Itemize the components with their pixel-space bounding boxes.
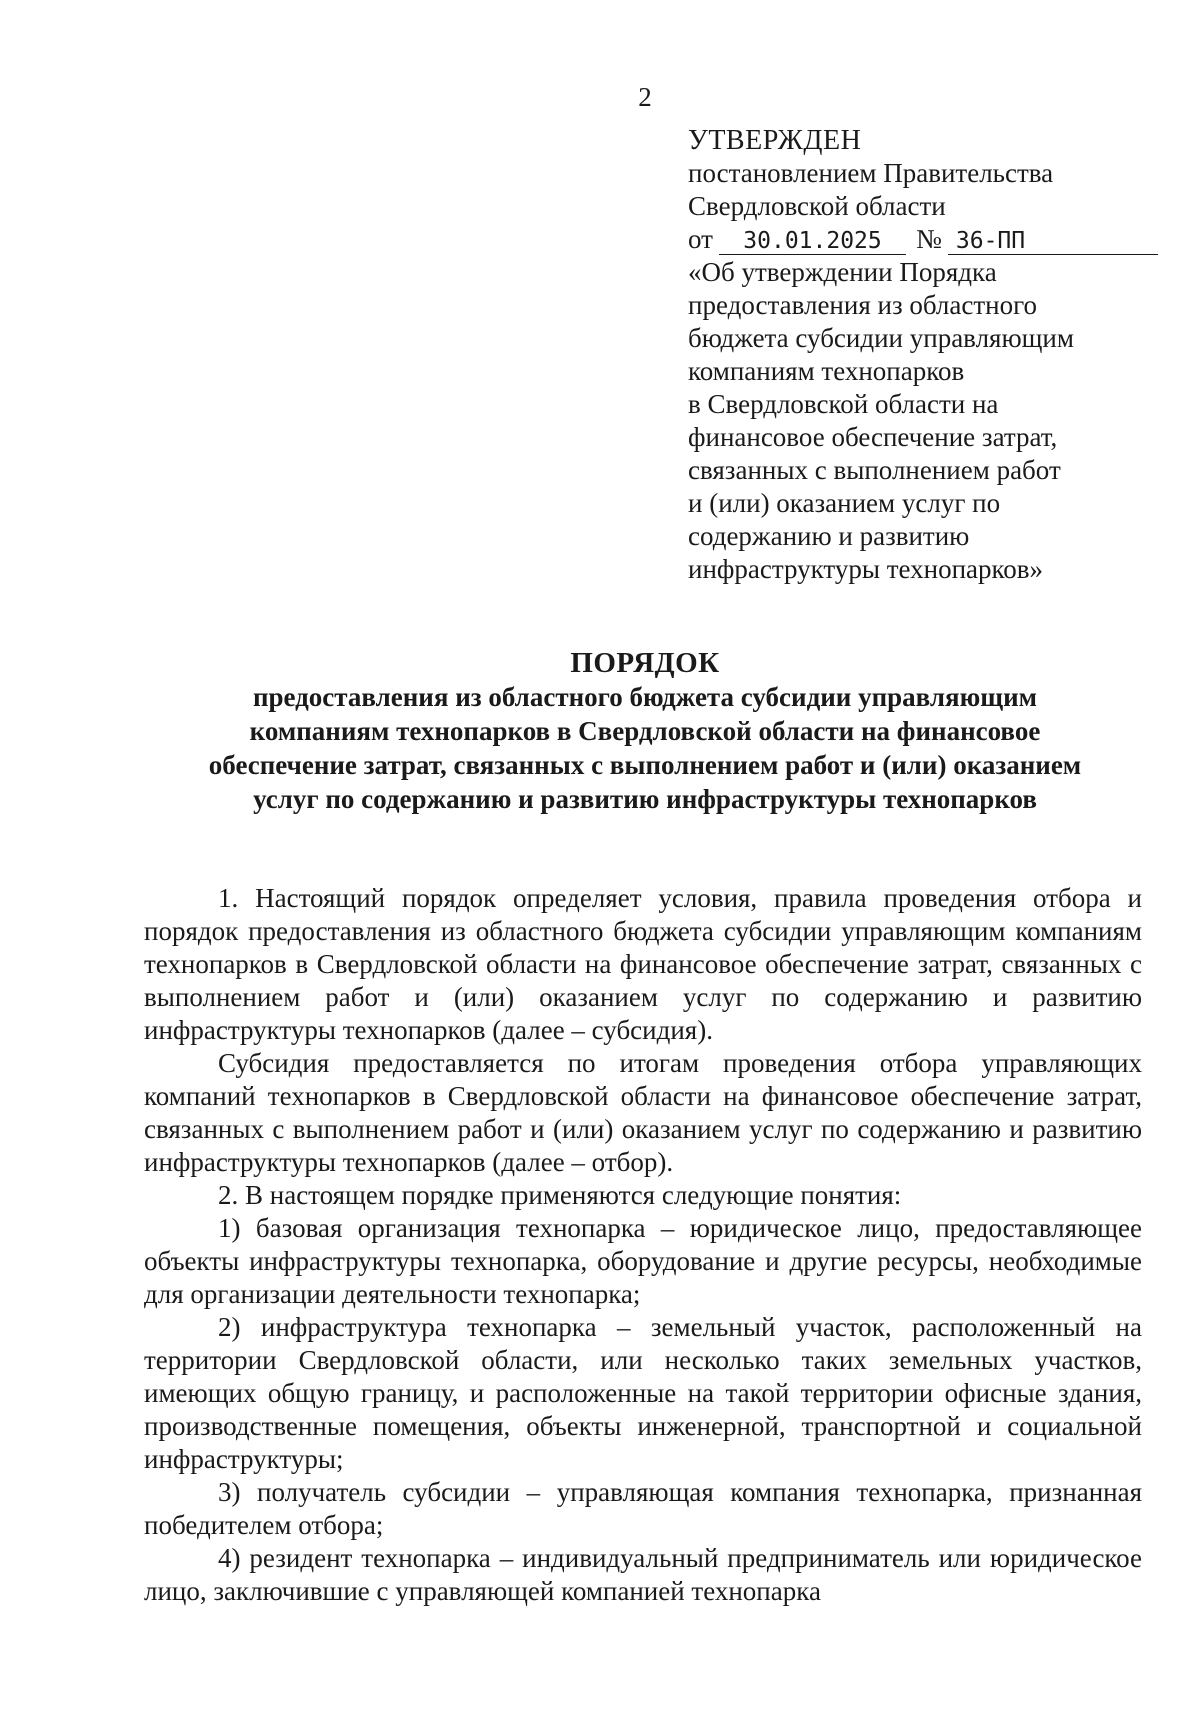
approval-block [688,124,1158,586]
document-subtitle-line: предоставления из областного бюджета субсидии управляющим [252,682,1038,712]
document-heading: ПОРЯДОК [570,647,720,679]
resolution-line: компаниям технопарков [688,356,965,386]
document-body [144,882,1142,1608]
approval-title: УТВЕРЖДЕН [688,125,862,156]
resolution-line: финансовое обеспечение затрат, [688,422,1058,452]
document-title [160,646,1130,816]
paragraph: 1. Настоящий порядок определяет условия, правила проведения отбора и порядок предоставления из областного бюджета субсидии управляющим компаниям технопарков в Свердловской области на финансовое обеспечение затрат, связанных с выполнением работ и (или) оказанием услуг по содержанию и развитию инфраструктуры технопарков (далее – субсидия). [144,883,1142,1045]
resolution-line: инфраструктуры технопарков» [688,554,1044,584]
resolution-line: предоставления из областного [688,290,1038,320]
approval-line: постановлением Правительства [688,158,1054,188]
resolution-line: связанных с выполнением работ [688,455,1061,485]
paragraph: 2. В настоящем порядке применяются следующие понятия: [218,1180,902,1210]
paragraph: 4) резидент технопарка – индивидуальный предприниматель или юридическое лицо, заключившие с управляющей компанией технопарка [144,1543,1142,1606]
resolution-line: и (или) оказанием услуг по [688,488,1001,518]
approval-line: Свердловской области [688,191,946,221]
resolution-line: бюджета субсидии управляющим [688,323,1074,353]
paragraph: Субсидия предоставляется по итогам проведения отбора управляющих компаний технопарков в Свердловской области на финансовое обеспечение затрат, связанных с выполнением работ и (или) оказанием услуг по содержанию и развитию инфраструктуры технопарков (далее – отбор). [144,1048,1142,1177]
page-number: 2 [638,82,652,112]
number-prefix: № [916,224,942,254]
registration-date: 30.01.2025 [719,228,906,255]
paragraph: 3) получатель субсидии – управляющая компания технопарка, признанная победителем отбора; [144,1477,1142,1540]
resolution-line: «Об утверждении Порядка [688,257,997,287]
document-subtitle-line: компаниям технопарков в Свердловской области на финансовое [249,716,1041,746]
resolution-title [688,256,1158,586]
resolution-line: содержанию и развитию [688,521,970,551]
document-subtitle-line: обеспечение затрат, связанных с выполнением работ и (или) оказанием [208,750,1082,780]
document-subtitle-line: услуг по содержанию и развитию инфраструктуры технопарков [253,784,1037,814]
paragraph: 1) базовая организация технопарка – юридическое лицо, предоставляющее объекты инфраструктуры технопарка, оборудование и другие ресурсы, необходимые для организации деятельности технопарка; [144,1213,1142,1309]
resolution-line: в Свердловской области на [688,389,999,419]
registration-line [688,223,1158,256]
registration-number: 36-ПП [948,228,1158,255]
paragraph: 2) инфраструктура технопарка – земельный участок, расположенный на территории Свердловской области, или несколько таких земельных участков, имеющих общую границу, и расположенные на такой территории офисные здания, производственные помещения, объекты инженерной, транспортной и социальной инфраструктуры; [144,1312,1142,1474]
date-prefix: от [688,224,713,254]
